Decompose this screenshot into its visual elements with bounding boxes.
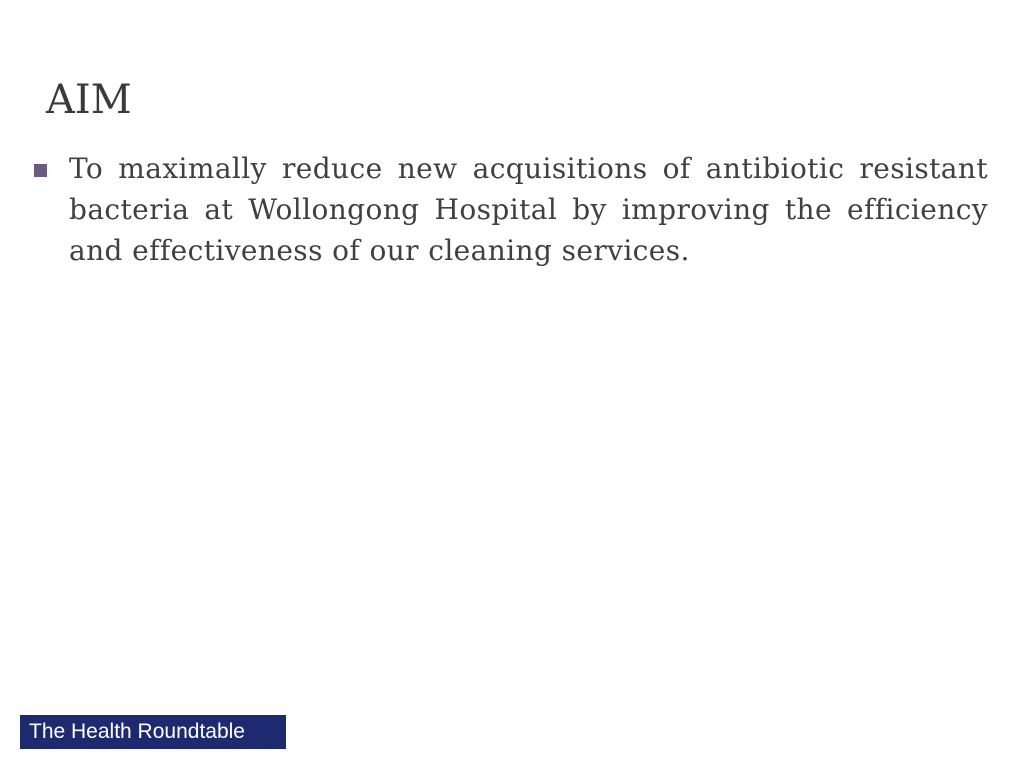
square-bullet-icon (34, 164, 47, 177)
bullet-text: To maximally reduce new acquisitions of antibiotic resistant bacteria at Wollongong Hospital by improving the efficiency and effectiveness of our cleaning services. (69, 152, 988, 267)
slide-title: AIM (46, 77, 132, 123)
bullet-list (30, 148, 988, 271)
health-roundtable-logo: The Health Roundtable (20, 715, 286, 749)
bullet-item (30, 148, 988, 271)
